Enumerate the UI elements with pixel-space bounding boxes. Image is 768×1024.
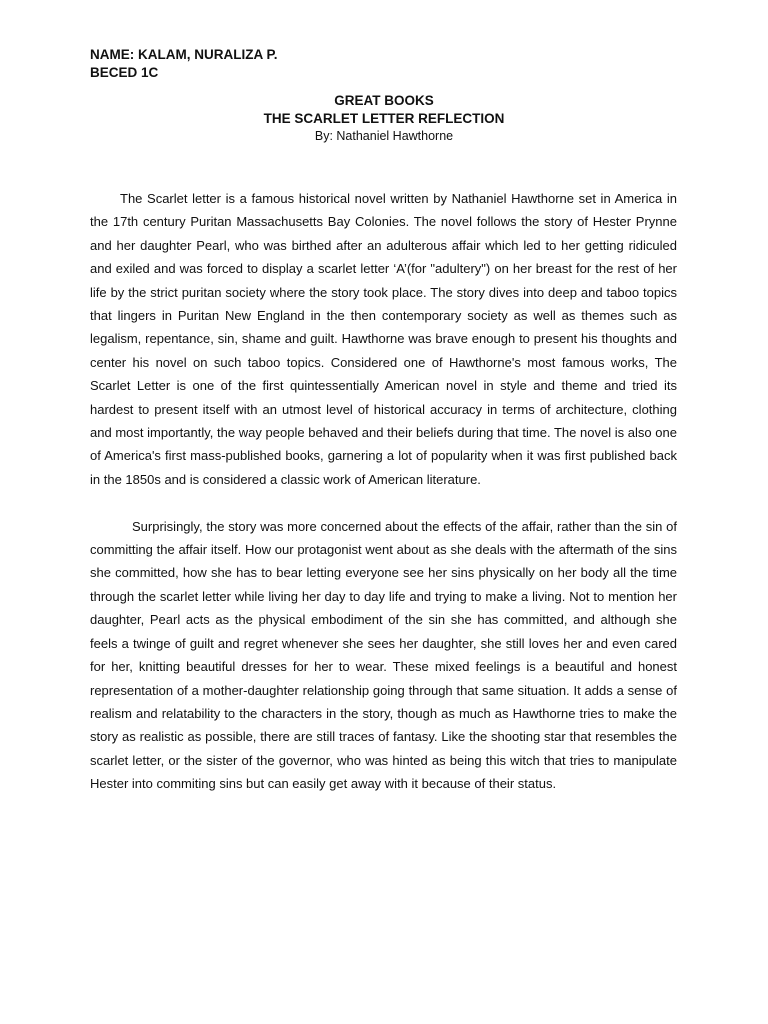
course-title: GREAT BOOKS — [334, 93, 434, 108]
student-name: NAME: KALAM, NURALIZA P. — [90, 47, 278, 62]
paragraph-1: The Scarlet letter is a famous historical novel written by Nathaniel Hawthorne set in America in the 17th century Puritan Massachusetts Bay Colonies. The novel follows the story of Hester Prynne and her daughter Pearl, who was birthed after an adulterous affair which led to her getting ridiculed and exiled and was forced to display a scarlet letter ‘A’(for "adultery") on her breast for the rest of her life by the strict puritan society where the story took place. The story dives into deep and taboo topics that lingers in Puritan New England in the then contemporary society as well as themes such as legalism, repentance, sin, shame and guilt. Hawthorne was brave enough to present his thoughts and center his novel on such taboo topics. Considered one of Hawthorne's most famous works, The Scarlet Letter is one of the first quintessentially American novel in style and theme and tried its hardest to present itself with an utmost level of historical accuracy in terms of architecture, clothing and most importantly, the way people behaved and their beliefs during that time. The novel is also one of America's first mass-published books, garnering a lot of popularity when it was first published back in the 1850s and is considered a classic work of American literature. — [90, 191, 677, 487]
document-title: THE SCARLET LETTER REFLECTION — [263, 110, 505, 126]
student-info — [90, 46, 278, 81]
reflection-body — [90, 187, 677, 796]
title-block — [90, 92, 678, 145]
student-section: BECED 1C — [90, 64, 159, 80]
author-line: By: Nathaniel Hawthorne — [314, 129, 454, 143]
paragraph-2: Surprisingly, the story was more concerned about the effects of the affair, rather than the sin of committing the affair itself. How our protagonist went about as she deals with the aftermath of the sins she committed, how she has to bear letting everyone see her sins physically on her body all the time through the scarlet letter while living her day to day life and trying to make a living. Not to mention her daughter, Pearl acts as the physical embodiment of the sin she has committed, and although she feels a twinge of guilt and regret whenever she sees her daughter, she still loves her and even cared for her, knitting beautiful dresses for her to wear. These mixed feelings is a beautiful and honest representation of a mother-daughter relationship going through that same situation. It adds a sense of realism and relatability to the characters in the story, though as much as Hawthorne tries to make the story as realistic as possible, there are still traces of fantasy. Like the shooting star that resembles the scarlet letter, or the sister of the governor, who was hinted as being this witch that tries to manipulate Hester into commiting sins but can easily get away with it because of their status. — [90, 518, 677, 792]
